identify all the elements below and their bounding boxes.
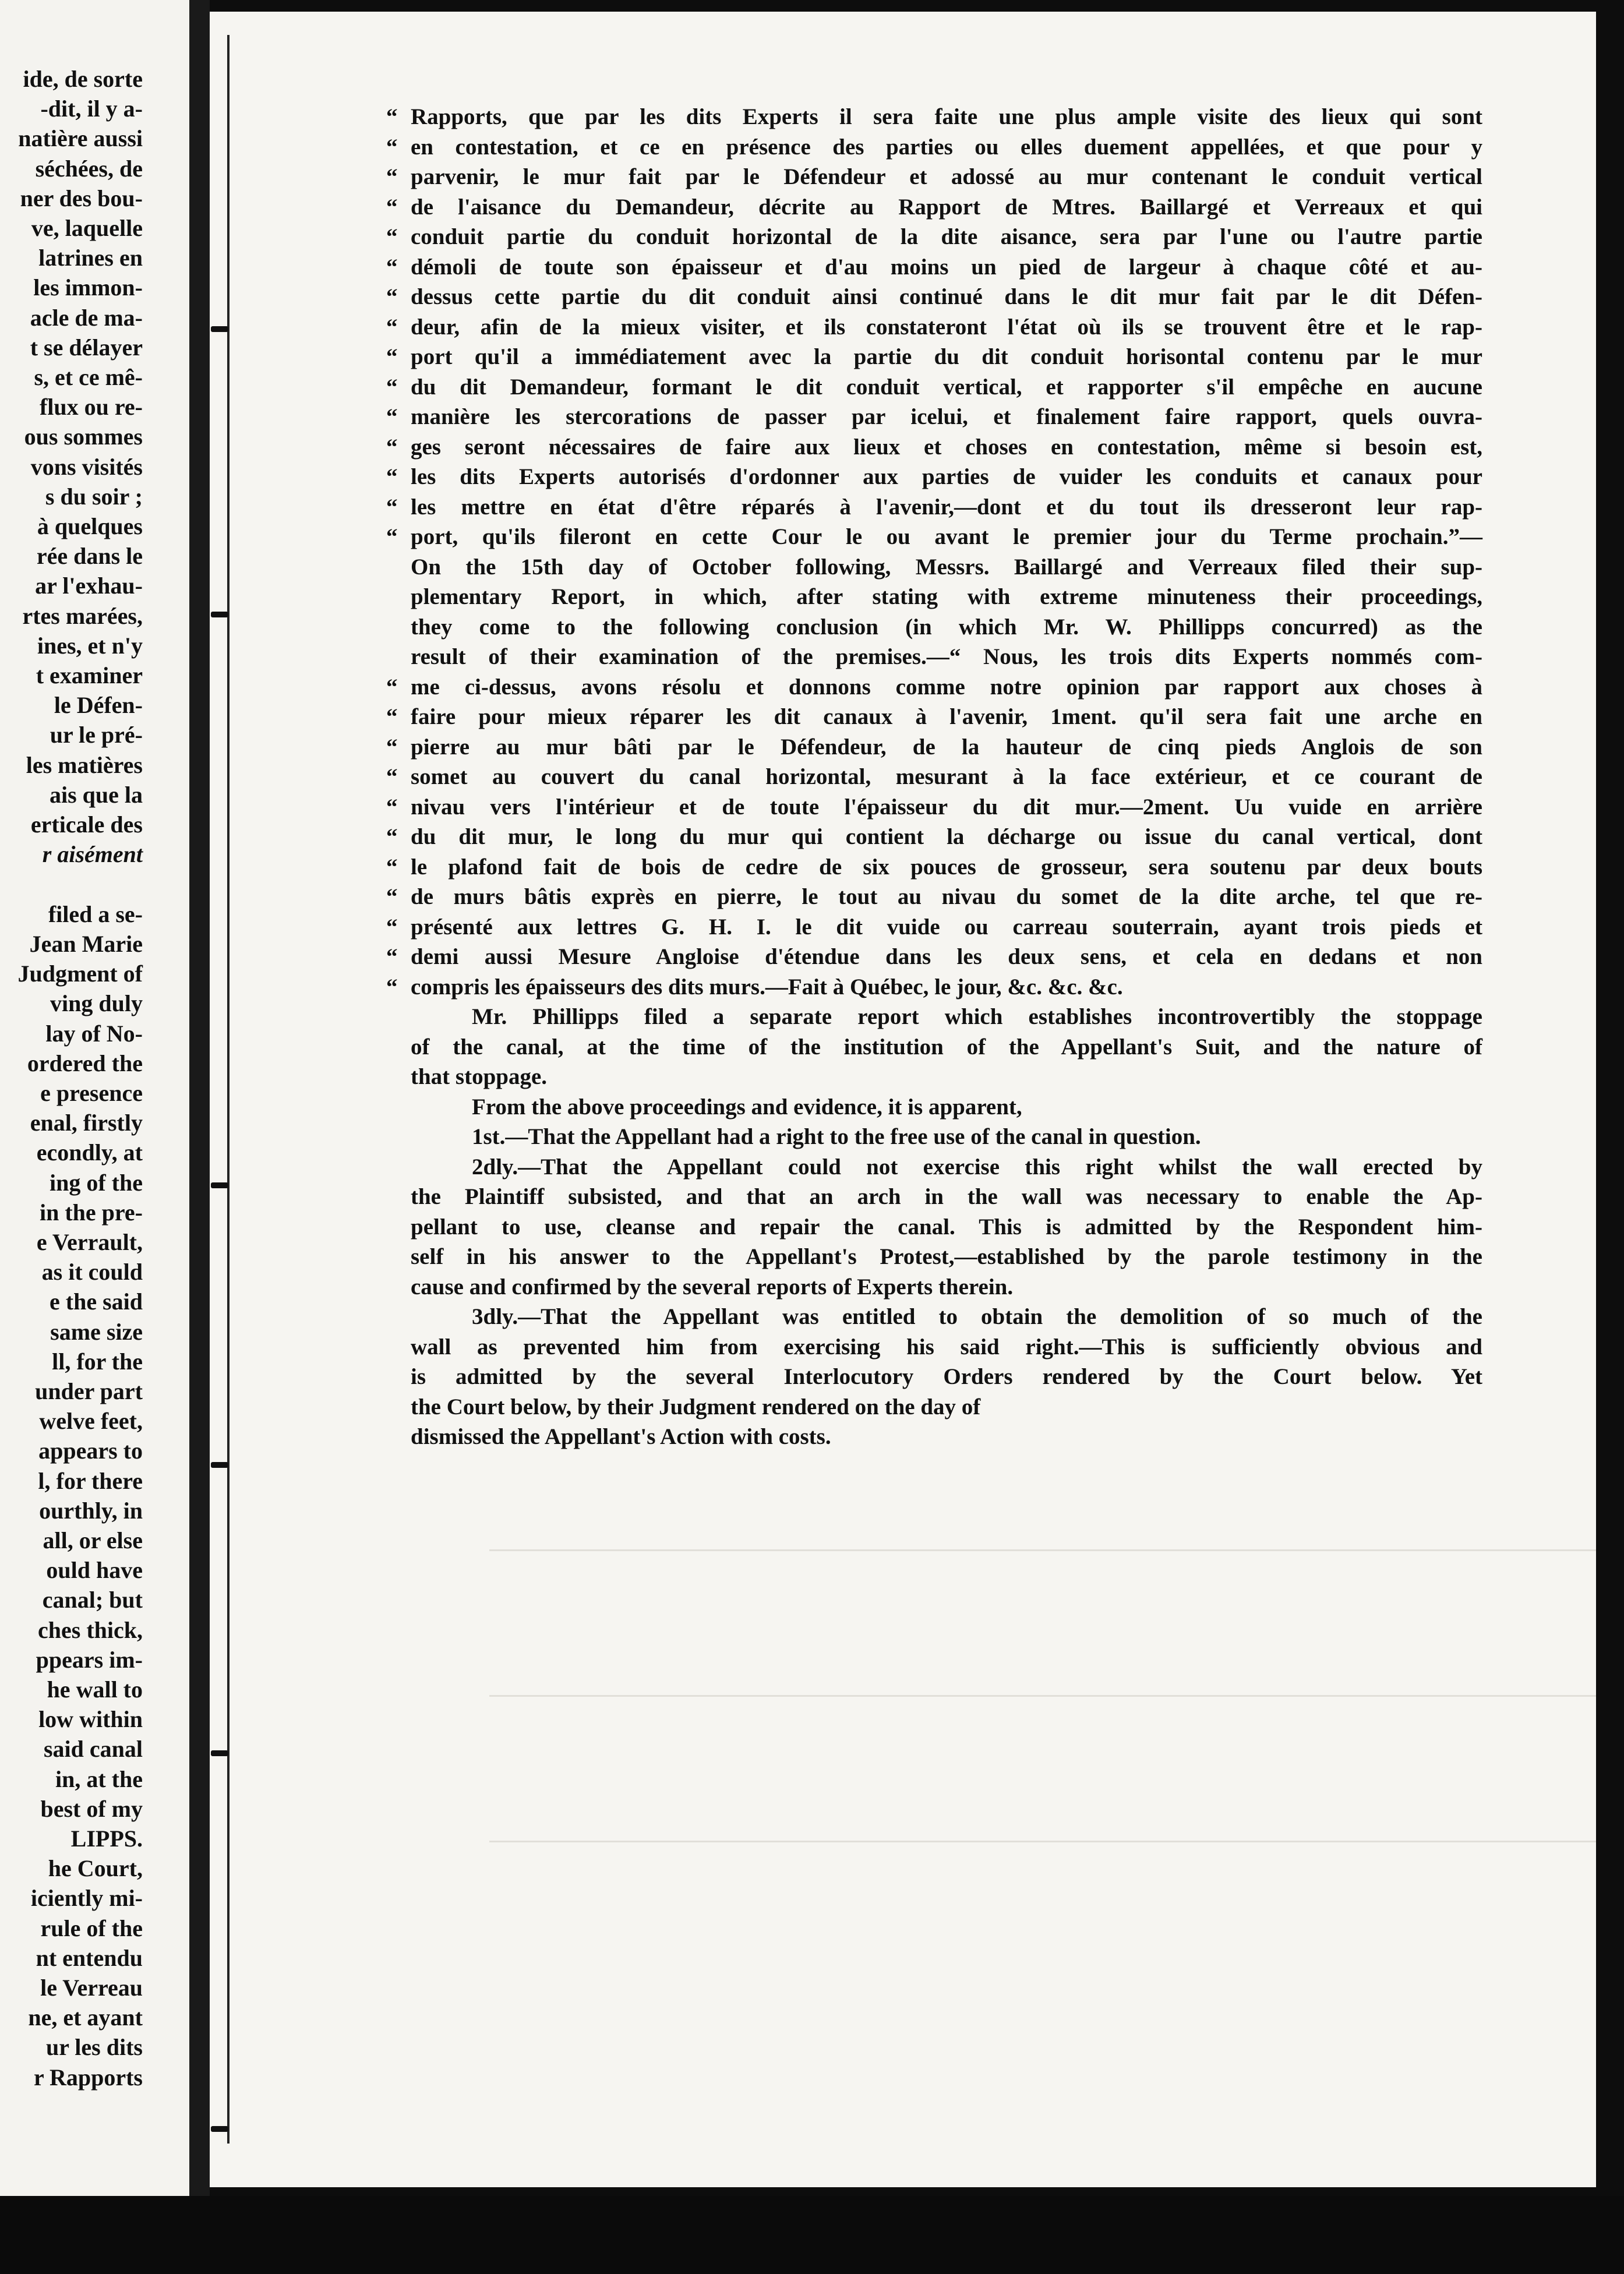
text-line xyxy=(411,792,1482,822)
left-column-line: t se délayer xyxy=(30,334,143,361)
line-text: result of their examination of the premises.—“ Nous, les trois dits Experts nommés com- xyxy=(411,644,1482,669)
left-column-line: in the pre- xyxy=(39,1199,143,1226)
scan-border xyxy=(0,2196,1624,2274)
line-text: nivau vers l'intérieur et de toute l'épaisseur du dit mur.—2ment. Uu vuide en arrière xyxy=(411,794,1482,820)
text-line xyxy=(411,1242,1482,1272)
line-text: 3dly.—That the Appellant was entitled to obtain the demolition of so much of the xyxy=(472,1304,1482,1329)
text-line xyxy=(411,432,1482,462)
line-text: somet au couvert du canal horizontal, mesurant à la face extérieur, et ce courant de xyxy=(411,764,1482,789)
binding-stitch xyxy=(211,1462,228,1468)
text-line xyxy=(411,642,1482,672)
left-column-line: Judgment of xyxy=(17,961,143,987)
left-column-line: same size xyxy=(50,1318,143,1345)
left-column-line: ppears im- xyxy=(36,1646,143,1673)
line-text: On the 15th day of October following, Messrs. Baillargé and Verreaux filed their sup- xyxy=(411,554,1482,580)
left-column-line: vons visités xyxy=(30,453,143,480)
line-text: manière les stercorations de passer par icelui, et finalement faire rapport, quels ouvra- xyxy=(411,404,1482,429)
text-line xyxy=(411,552,1482,582)
left-column-line: les immon- xyxy=(33,274,143,301)
left-column-line: appears to xyxy=(38,1438,143,1464)
left-column-line: he wall to xyxy=(47,1676,143,1703)
left-column-line: enal, firstly xyxy=(30,1110,143,1136)
left-column-line: he Court, xyxy=(48,1855,143,1882)
text-line xyxy=(411,1062,1482,1092)
text-line xyxy=(411,882,1482,912)
line-text: du dit mur, le long du mur qui contient la décharge ou issue du canal vertical, dont xyxy=(411,824,1482,849)
left-column-line: ches thick, xyxy=(38,1616,143,1643)
text-line xyxy=(411,972,1482,1002)
book-gutter xyxy=(189,0,210,2196)
text-line xyxy=(411,342,1482,372)
line-text: they come to the following conclusion (in which Mr. W. Phillipps concurred) as the xyxy=(411,614,1482,640)
text-line xyxy=(411,822,1482,852)
left-column-line: t examiner xyxy=(36,662,143,689)
line-text: demi aussi Mesure Angloise d'étendue dans les deux sens, et cela en dedans et non xyxy=(411,944,1482,969)
left-column-line: ing of the xyxy=(50,1169,143,1196)
binding-stitch xyxy=(211,2126,228,2132)
show-through-line xyxy=(489,1695,1596,1697)
line-text: du dit Demandeur, formant le dit conduit vertical, et rapporter s'il empêche en aucune xyxy=(411,374,1482,400)
line-text: self in his answer to the Appellant's Protest,—established by the parole testimony in the xyxy=(411,1244,1482,1269)
left-column-line: les matières xyxy=(26,751,143,778)
line-text: the Court below, by their Judgment rendered on the day of xyxy=(411,1394,981,1420)
text-line xyxy=(411,282,1482,312)
text-line xyxy=(411,252,1482,283)
text-line xyxy=(411,1332,1482,1362)
text-line xyxy=(411,1182,1482,1212)
text-line xyxy=(411,1092,1482,1122)
left-column-line: in, at the xyxy=(55,1765,143,1792)
left-column-line: r aisément xyxy=(42,841,143,868)
line-text: pierre au mur bâti par le Défendeur, de la hauteur de cinq pieds Anglois de son xyxy=(411,734,1482,760)
line-text: port qu'il a immédiatement avec la partie du dit conduit horisontal contenu par le mur xyxy=(411,344,1482,369)
text-line xyxy=(411,1152,1482,1182)
text-line xyxy=(411,912,1482,942)
line-text: faire pour mieux réparer les dit canaux à l'avenir, 1ment. qu'il sera fait une arche en xyxy=(411,704,1482,729)
text-line xyxy=(411,702,1482,732)
left-column-line: nt entendu xyxy=(36,1944,143,1971)
line-text: me ci-dessus, avons résolu et donnons comme notre opinion par rapport aux choses à xyxy=(411,674,1482,700)
left-column-line: econdly, at xyxy=(36,1139,143,1166)
left-column-line: all, or else xyxy=(43,1527,143,1553)
left-column-line: le Verreau xyxy=(40,1975,143,2001)
line-text: is admitted by the several Interlocutory Orders rendered by the Court below. Yet xyxy=(411,1364,1482,1389)
line-text: le plafond fait de bois de cedre de six pouces de grosseur, sera soutenu par deux bouts xyxy=(411,854,1482,880)
left-column-line: rtes marées, xyxy=(22,602,143,629)
left-column-line: under part xyxy=(35,1378,143,1404)
text-line xyxy=(411,402,1482,432)
text-line xyxy=(411,1212,1482,1242)
left-column-line xyxy=(0,869,143,899)
text-line xyxy=(411,1302,1482,1332)
left-column-line: natière aussi xyxy=(18,125,143,152)
line-text: dessus cette partie du dit conduit ainsi continué dans le dit mur fait par le dit Défen- xyxy=(411,284,1482,309)
left-column-line: ne, et ayant xyxy=(28,2004,143,2031)
left-column-line: latrines en xyxy=(38,245,143,271)
left-column-line: erticale des xyxy=(30,811,143,838)
left-column-line: ve, laquelle xyxy=(31,215,143,242)
text-line xyxy=(411,852,1482,882)
left-column-line: ur les dits xyxy=(46,2034,143,2061)
left-column-line: LIPPS. xyxy=(70,1825,143,1852)
text-line xyxy=(411,1422,1482,1452)
text-line xyxy=(411,222,1482,252)
text-line xyxy=(411,1122,1482,1152)
left-column-line: lay of No- xyxy=(45,1020,143,1047)
text-line xyxy=(411,1392,1482,1422)
line-text: pellant to use, cleanse and repair the canal. This is admitted by the Respondent him- xyxy=(411,1214,1482,1240)
left-column-line: canal; but xyxy=(42,1587,143,1613)
left-column-line: acle de ma- xyxy=(30,304,143,331)
binding-thread xyxy=(227,35,230,2144)
line-text: plementary Report, in which, after stating with extreme minuteness their proceedings, xyxy=(411,584,1482,609)
line-text: parvenir, le mur fait par le Défendeur et adossé au mur contenant le conduit vertical xyxy=(411,164,1482,189)
left-column-line: ourthly, in xyxy=(39,1497,143,1524)
line-text: dismissed the Appellant's Action with costs. xyxy=(411,1424,831,1449)
left-column-line: e presence xyxy=(40,1079,143,1106)
text-line xyxy=(411,492,1482,522)
line-text: wall as prevented him from exercising his said right.—This is sufficiently obvious and xyxy=(411,1334,1482,1360)
left-column-line: ines, et n'y xyxy=(37,632,143,659)
text-line xyxy=(411,672,1482,702)
line-text: conduit partie du conduit horizontal de la dite aisance, sera par l'une ou l'autre partie xyxy=(411,224,1482,249)
left-column-line: rule of the xyxy=(40,1915,143,1941)
show-through-line xyxy=(489,1549,1596,1551)
main-text-block xyxy=(411,102,1482,1452)
left-column-line: -dit, il y a- xyxy=(40,96,143,122)
line-text: 2dly.—That the Appellant could not exercise this right whilst the wall erected by xyxy=(472,1154,1482,1180)
left-page xyxy=(0,0,189,2196)
line-text: les mettre en état d'être réparés à l'avenir,—dont et du tout ils dresseront leur rap- xyxy=(411,494,1482,520)
line-text: compris les épaisseurs des dits murs.—Fait à Québec, le jour, &c. &c. &c. xyxy=(411,974,1123,1000)
text-line xyxy=(411,1362,1482,1392)
line-text: that stoppage. xyxy=(411,1064,548,1089)
left-column-line: ving duly xyxy=(50,990,143,1017)
text-line xyxy=(411,1272,1482,1302)
text-line xyxy=(411,462,1482,492)
binding-stitch xyxy=(211,1750,228,1756)
text-line xyxy=(411,372,1482,402)
line-text: Rapports, que par les dits Experts il sera faite une plus ample visite des lieux qui sont xyxy=(411,104,1482,129)
left-column-line: ide, de sorte xyxy=(23,66,143,92)
left-column-line: ll, for the xyxy=(52,1348,143,1375)
left-column-line: s, et ce mê- xyxy=(34,364,143,391)
line-text: de murs bâtis exprès en pierre, le tout au nivau du somet de la dite arche, tel que re- xyxy=(411,884,1482,909)
binding-stitch xyxy=(211,1182,228,1188)
line-text: 1st.—That the Appellant had a right to the free use of the canal in question. xyxy=(472,1124,1201,1149)
line-text: of the canal, at the time of the institution of the Appellant's Suit, and the nature of xyxy=(411,1034,1482,1060)
left-column-line: as it could xyxy=(41,1259,143,1286)
left-column-line: low within xyxy=(38,1706,143,1733)
left-column-line: ordered the xyxy=(27,1050,143,1076)
left-column-line: Jean Marie xyxy=(29,930,143,957)
line-text: présenté aux lettres G. H. I. le dit vuide ou carreau souterrain, ayant trois pieds et xyxy=(411,914,1482,940)
line-text: en contestation, et ce en présence des parties ou elles duement appellées, et que pour y xyxy=(411,134,1482,160)
left-column-line: ais que la xyxy=(49,781,143,808)
left-column-line: said canal xyxy=(43,1736,143,1763)
left-column-line: e Verrault, xyxy=(36,1228,143,1255)
line-text: cause and confirmed by the several reports of Experts therein. xyxy=(411,1274,1014,1300)
binding-stitch xyxy=(211,326,228,332)
left-column-line: à quelques xyxy=(37,513,143,540)
line-text: the Plaintiff subsisted, and that an arch in the wall was necessary to enable the Ap- xyxy=(411,1184,1482,1209)
left-column-line: best of my xyxy=(40,1795,143,1822)
line-text: Mr. Phillipps filed a separate report which establishes incontrovertibly the stoppage xyxy=(472,1004,1482,1029)
text-line xyxy=(411,102,1482,132)
line-text: port, qu'ils fileront en cette Cour le ou avant le premier jour du Terme prochain.”— xyxy=(411,524,1482,549)
text-line xyxy=(411,132,1482,163)
line-text: les dits Experts autorisés d'ordonner aux parties de vuider les conduits et canaux pour xyxy=(411,464,1482,489)
text-line xyxy=(411,522,1482,552)
left-column-line: ner des bou- xyxy=(20,185,143,211)
left-column-line: le Défen- xyxy=(54,692,143,719)
text-line xyxy=(411,192,1482,223)
line-text: de l'aisance du Demandeur, décrite au Rapport de Mtres. Baillargé et Verreaux et qui xyxy=(411,194,1482,220)
line-text: deur, afin de la mieux visiter, et ils constateront l'état où ils se trouvent être et le rap- xyxy=(411,314,1482,340)
binding-stitch xyxy=(211,612,228,617)
line-text: ges seront nécessaires de faire aux lieux et choses en contestation, même si besoin est, xyxy=(411,434,1482,460)
text-line xyxy=(411,582,1482,612)
text-line xyxy=(411,1032,1482,1062)
left-column-line: welve feet, xyxy=(39,1408,143,1435)
left-column-line: ould have xyxy=(46,1557,143,1584)
left-column-line: l, for there xyxy=(38,1467,143,1494)
left-column-line: s du soir ; xyxy=(45,483,143,510)
text-line xyxy=(411,1002,1482,1032)
left-column-line: ous sommes xyxy=(24,423,143,450)
left-column-text xyxy=(0,64,143,2092)
left-column-line: ar l'exhau- xyxy=(35,573,143,599)
left-column-line: rée dans le xyxy=(36,543,143,570)
text-line xyxy=(411,762,1482,792)
text-line xyxy=(411,942,1482,972)
text-line xyxy=(411,732,1482,762)
left-column-line: r Rapports xyxy=(33,2064,143,2091)
text-line xyxy=(411,312,1482,342)
left-column-line: e the said xyxy=(50,1288,143,1315)
show-through-line xyxy=(489,1841,1596,1842)
left-column-line: flux ou re- xyxy=(39,394,143,421)
left-column-line: ur le pré- xyxy=(50,722,143,748)
text-line xyxy=(411,612,1482,642)
text-line xyxy=(411,162,1482,192)
line-text: From the above proceedings and evidence, it is apparent, xyxy=(472,1094,1022,1120)
left-column-line: iciently mi- xyxy=(30,1885,143,1912)
line-text: démoli de toute son épaisseur et d'au moins un pied de largeur à chaque côté et au- xyxy=(411,254,1482,280)
left-column-line: séchées, de xyxy=(35,155,143,182)
left-column-line: filed a se- xyxy=(48,901,143,927)
